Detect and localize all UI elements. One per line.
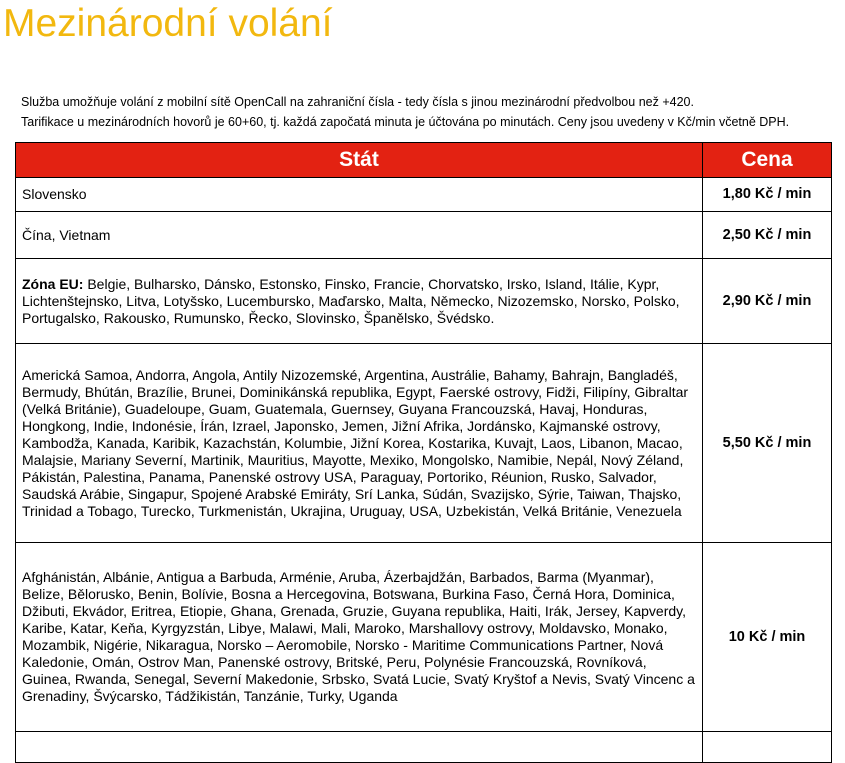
intro-line-tariff: Tarifikace u mezinárodních hovorů je 60+60, tj. každá započatá minuta je účtována po minutách. Ceny jsou uvedeny v Kč/min včetně DPH.: [21, 115, 790, 129]
country-cell: [16, 212, 703, 259]
page-title: Mezinárodní volání: [3, 2, 333, 45]
table-row: [16, 732, 832, 763]
country-cell: [16, 543, 703, 732]
country-list: Americká Samoa, Andorra, Angola, Antily Nizozemské, Argentina, Austrálie, Bahamy, Bahrajn, Bangladéš, Bermudy, Bhútán, Brazílie, Brunei, Dominikánská republika, Egypt, Faerské ostrovy, Fidži, Filipíny, Gibraltar (Velká Británie), Guadeloupe, Guam, Guatemala, Guernsey, Guyana Francouzská, Havaj, Honduras, Hongkong, Indie, Indonésie, Írán, Izrael, Japonsko, Jemen, Jižní Afrika, Jordánsko, Kajmanské ostrovy, Kambodža, Kanada, Karibik, Kazachstán, Kolumbie, Jižní Korea, Kostarika, Kuvajt, Laos, Libanon, Macao, Malajsie, Mariany Severní, Martinik, Mauritius, Mayotte, Mexiko, Mongolsko, Namibie, Nepál, Nový Zéland, Pákistán, Palestina, Panama, Panenské ostrovy USA, Paraguay, Portoriko, Réunion, Rusko, Salvador, Saudská Arábie, Singapur, Spojené Arabské Emiráty, Srí Lanka, Súdán, Svazijsko, Sýrie, Taiwan, Thajsko, Trinidad a Tobago, Turecko, Turkmenistán, Ukrajina, Uruguay, USA, Uzbekistán, Velká Británie, Venezuela: [22, 366, 689, 519]
intro-text: [21, 92, 841, 132]
table-row: [16, 259, 832, 344]
price-cell: 2,50 Kč / min: [703, 212, 832, 259]
price-cell: 5,50 Kč / min: [703, 344, 832, 543]
header-price: Cena: [703, 143, 832, 178]
country-list: Afghánistán, Albánie, Antigua a Barbuda, Arménie, Aruba, Ázerbajdžán, Barbados, Barma (Myanmar), Belize, Bělorusko, Benin, Bolívie, Bosna a Hercegovina, Botswana, Burkina Faso, Černá Hora, Dominica, Džibuti, Ekvádor, Eritrea, Etiopie, Ghana, Grenada, Gruzie, Guyana republika, Haiti, Irák, Jersey, Kapverdy, Karibe, Katar, Keňa, Kyrgyzstán, Libye, Malawi, Mali, Maroko, Marshallovy ostrovy, Moldavsko, Monako, Mozambik, Nigérie, Nikaragua, Norsko – Aeromobile, Norsko - Maritime Communications Partner, Nová Kaledonie, Omán, Ostrov Man, Panenské ostrovy, Britské, Peru, Polynésie Francouzská, Rovníková, Guinea, Rwanda, Senegal, Severní Makedonie, Srbsko, Svatá Lucie, Svatý Kryštof a Nevis, Svatý Vincenc a Grenadiny, Švýcarsko, Tádžikistán, Tanzánie, Turky, Uganda: [22, 569, 695, 704]
country-cell: [16, 732, 703, 763]
zone-label: Zóna EU:: [22, 275, 84, 292]
price-cell: 1,80 Kč / min: [703, 178, 832, 212]
rates-table: [15, 142, 832, 763]
table-row: [16, 212, 832, 259]
country-list: Čína, Vietnam: [22, 226, 111, 243]
country-cell: [16, 344, 703, 543]
table-row: [16, 543, 832, 732]
country-cell: [16, 178, 703, 212]
intro-line-service: Služba umožňuje volání z mobilní sítě OpenCall na zahraniční čísla - tedy čísla s jinou mezinárodní předvolbou než +420.: [21, 95, 694, 109]
table-header-row: [16, 143, 832, 178]
table-row: [16, 344, 832, 543]
country-list: Slovensko: [22, 186, 87, 202]
price-cell: [703, 732, 832, 763]
country-cell: [16, 259, 703, 344]
price-cell: 10 Kč / min: [703, 543, 832, 732]
country-list: Belgie, Bulharsko, Dánsko, Estonsko, Finsko, Francie, Chorvatsko, Irsko, Island, Itálie, Kypr, Lichtenštejnsko, Litva, Lotyšsko, Lucembursko, Maďarsko, Malta, Německo, Nizozemsko, Norsko, Polsko, Portugalsko, Rakousko, Rumunsko, Řecko, Slovinsko, Španělsko, Švédsko.: [22, 275, 680, 326]
header-country: Stát: [16, 143, 703, 178]
table-row: [16, 178, 832, 212]
price-cell: 2,90 Kč / min: [703, 259, 832, 344]
